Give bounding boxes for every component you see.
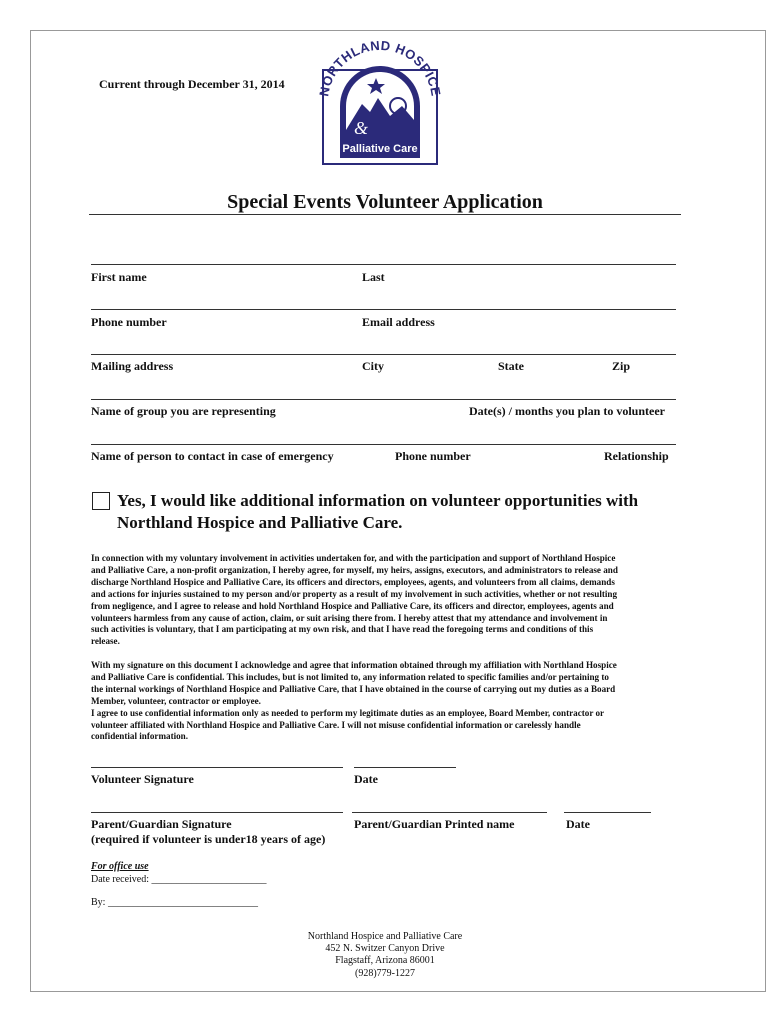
field-line[interactable] xyxy=(91,399,676,400)
guardian-printed-name-line[interactable] xyxy=(352,812,547,813)
release-paragraph xyxy=(91,553,681,648)
footer-street: 452 N. Switzer Canyon Drive xyxy=(325,943,445,955)
release-line: In connection with my voluntary involvement in activities undertaken for, and with the participation and support of Northland Hospice xyxy=(91,553,616,563)
release-line: volunteers harmless from any cause of action, claim, or suit arising there from. I hereby attest that my attendance and involvement in xyxy=(91,612,608,623)
date-label: Date xyxy=(354,772,378,786)
volunteer-signature-line[interactable] xyxy=(91,767,343,768)
footer-city: Flagstaff, Arizona 86001 xyxy=(335,955,435,967)
release-line: from negligence, and I agree to release and hold Northland Hospice and Palliative Care, its officers and director, employees, agents and xyxy=(91,600,614,611)
field-line[interactable] xyxy=(91,444,676,445)
title-rule xyxy=(89,214,681,215)
volunteer-dates-label: Date(s) / months you plan to volunteer xyxy=(469,404,666,418)
logo-graphic xyxy=(318,40,442,166)
page-title: Special Events Volunteer Application xyxy=(227,191,543,213)
field-line[interactable] xyxy=(91,309,676,310)
phone-number-label: Phone number xyxy=(91,315,167,329)
current-through-note: Current through December 31, 2014 xyxy=(99,77,285,91)
release-line: release. xyxy=(91,636,120,647)
release-line: discharge Northland Hospice and Palliative Care, its officers and directors, employees, agents, and volunteers from all claims, demands xyxy=(91,576,615,587)
info-opt-in-checkbox[interactable] xyxy=(92,492,110,510)
footer-phone: (928)779-1227 xyxy=(355,967,415,979)
field-line[interactable] xyxy=(91,354,676,355)
guardian-date-line[interactable] xyxy=(564,812,651,813)
guardian-printed-name-label: Parent/Guardian Printed name xyxy=(354,817,515,831)
confidentiality-line: volunteer affiliated with Northland Hospice and Palliative Care. I will not misuse confidential information or carelessly handle xyxy=(91,719,581,730)
first-name-label: First name xyxy=(91,270,147,284)
guardian-age-note: (required if volunteer is under18 years of age) xyxy=(91,832,326,846)
opt-in-line-2: Northland Hospice and Palliative Care. xyxy=(117,513,403,532)
release-line: and Palliative Care, a non-profit organization, I hereby agree, for myself, my heirs, assigns, executors, and administrators to release and xyxy=(91,564,618,575)
guardian-signature-line[interactable] xyxy=(91,812,343,813)
logo-ampersand: & xyxy=(354,118,369,138)
logo-bottom-text: Palliative Care xyxy=(342,143,418,155)
footer-org-name: Northland Hospice and Palliative Care xyxy=(307,931,463,942)
guardian-date-label: Date xyxy=(566,817,590,831)
logo-arc-text: ORTHLAND HOSPIC xyxy=(318,40,442,89)
northland-hospice-logo xyxy=(318,40,442,166)
info-opt-in-label xyxy=(117,490,717,534)
received-by-field[interactable]: By: ______________________________ xyxy=(91,897,258,908)
relationship-label: Relationship xyxy=(604,449,669,463)
confidentiality-paragraph xyxy=(91,660,681,743)
confidentiality-line: the internal workings of Northland Hospice and Palliative Care, that I have obtained in the course of carrying out my duties as a Board xyxy=(91,683,616,694)
group-label: Name of group you are representing xyxy=(91,404,276,418)
confidentiality-line: I agree to use confidential information only as needed to perform my legitimate duties as an employee, Board Member, contractor or xyxy=(91,707,605,718)
volunteer-signature-label: Volunteer Signature xyxy=(91,772,194,786)
footer-address xyxy=(0,931,770,980)
mailing-address-label: Mailing address xyxy=(91,359,174,373)
release-line: and actions for injuries sustained to my person and/or property as a result of my involvement in such activities, whether or not resulting xyxy=(91,588,618,599)
city-label: City xyxy=(362,359,384,373)
volunteer-date-line[interactable] xyxy=(354,767,456,768)
confidentiality-line: Member, volunteer, contractor or employee. xyxy=(91,695,261,706)
date-received-field[interactable]: Date received: _______________________ xyxy=(91,874,267,885)
zip-label: Zip xyxy=(612,359,631,373)
office-use-heading: For office use xyxy=(91,861,149,872)
emergency-phone-label: Phone number xyxy=(395,449,471,463)
release-line: such activities is voluntary, that I am participating at my own risk, and that I have read the foregoing terms and conditions of this xyxy=(91,624,594,635)
field-line[interactable] xyxy=(91,264,676,265)
state-label: State xyxy=(498,359,524,373)
last-name-label: Last xyxy=(362,270,385,284)
emergency-contact-label: Name of person to contact in case of emergency xyxy=(91,449,334,463)
email-address-label: Email address xyxy=(362,315,435,329)
confidentiality-line: confidential information. xyxy=(91,731,188,742)
confidentiality-line: With my signature on this document I acknowledge and agree that information obtained through my affiliation with Northland Hospice xyxy=(91,660,617,670)
guardian-signature-label: Parent/Guardian Signature xyxy=(91,817,232,831)
opt-in-line-1: Yes, I would like additional information on volunteer opportunities with xyxy=(117,491,639,510)
confidentiality-line: and Palliative Care is confidential. This includes, but is not limited to, any information related to specific families and/or pertaining to xyxy=(91,671,609,682)
